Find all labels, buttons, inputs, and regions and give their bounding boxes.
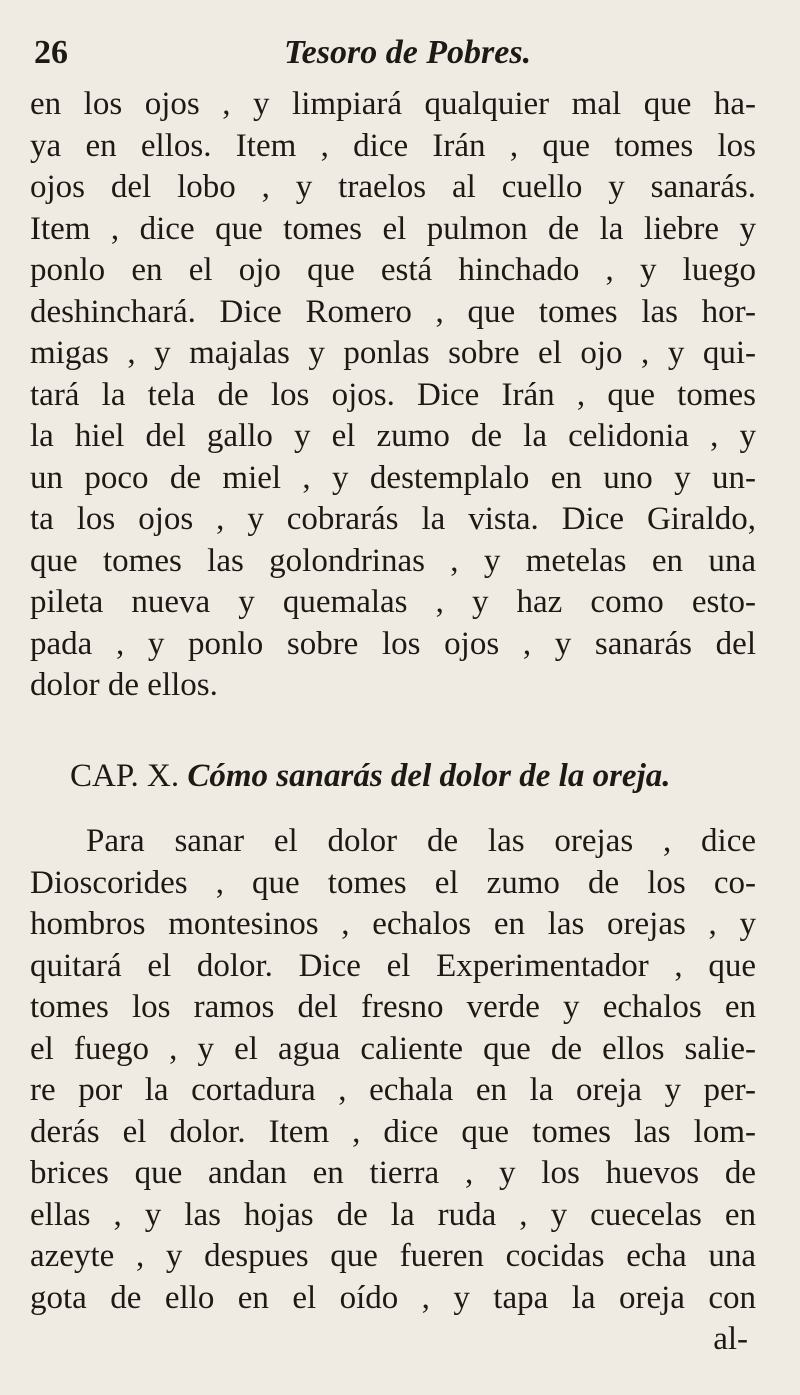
- catchword: al-: [713, 1321, 748, 1357]
- text-line: quitará el dolor. Dice el Experimentador , que: [30, 947, 756, 984]
- running-title: Tesoro de Pobres.: [284, 34, 532, 71]
- text-line: Dioscorides , que tomes el zumo de los co-: [30, 864, 756, 901]
- page-number: 26: [34, 34, 68, 71]
- running-head: [30, 34, 756, 84]
- text-line: ta los ojos , y cobrarás la vista. Dice Giraldo,: [30, 501, 756, 537]
- chapter-number: CAP. X.: [70, 757, 180, 794]
- text-line: derás el dolor. Item , dice que tomes las lom-: [30, 1113, 756, 1150]
- text-line: re por la cortadura , echala en la oreja y per-: [30, 1072, 756, 1108]
- text-line: Para sanar el dolor de las orejas , dice: [86, 823, 756, 859]
- text-line: tomes los ramos del fresno verde y echalos en: [30, 989, 756, 1025]
- text-line: que tomes las golondrinas , y metelas en una: [30, 542, 756, 579]
- text-line: tará la tela de los ojos. Dice Irán , que tomes: [30, 376, 756, 413]
- text-line: migas , y majalas y ponlas sobre el ojo , y qui-: [30, 335, 756, 371]
- text-line: el fuego , y el agua caliente que de ellos salie-: [30, 1030, 756, 1067]
- text-line: pileta nueva y quemalas , y haz como esto-: [30, 584, 756, 620]
- chapter-title: Cómo sanarás del dolor de la oreja.: [187, 757, 671, 794]
- text-line: deshinchará. Dice Romero , que tomes las hor-: [30, 293, 756, 330]
- paragraph-eyes: [30, 84, 756, 707]
- text-line: brices que andan en tierra , y los huevos de: [30, 1155, 756, 1191]
- text-line: ellas , y las hojas de la ruda , y cuecelas en: [30, 1196, 756, 1233]
- text-line: gota de ello en el oído , y tapa la oreja con: [30, 1279, 756, 1316]
- text-line: dolor de ellos.: [30, 667, 218, 703]
- text-line: Item , dice que tomes el pulmon de la liebre y: [30, 210, 756, 247]
- text-line: en los ojos , y limpiará qualquier mal que ha-: [30, 86, 756, 122]
- text-line: ojos del lobo , y traelos al cuello y sanarás.: [30, 169, 756, 205]
- text-line: ponlo en el ojo que está hinchado , y luego: [30, 252, 756, 288]
- text-line: un poco de miel , y destemplalo en uno y un-: [30, 459, 756, 496]
- text-line: pada , y ponlo sobre los ojos , y sanarás del: [30, 625, 756, 662]
- text-line: azeyte , y despues que fueren cocidas echa una: [30, 1238, 756, 1274]
- paragraph-ears: [30, 821, 756, 1319]
- text-line: hombros montesinos , echalos en las orejas , y: [30, 906, 756, 942]
- chapter-heading: [70, 756, 756, 798]
- text-line: la hiel del gallo y el zumo de la celidonia , y: [30, 418, 756, 454]
- text-line: ya en ellos. Item , dice Irán , que tomes los: [30, 127, 756, 164]
